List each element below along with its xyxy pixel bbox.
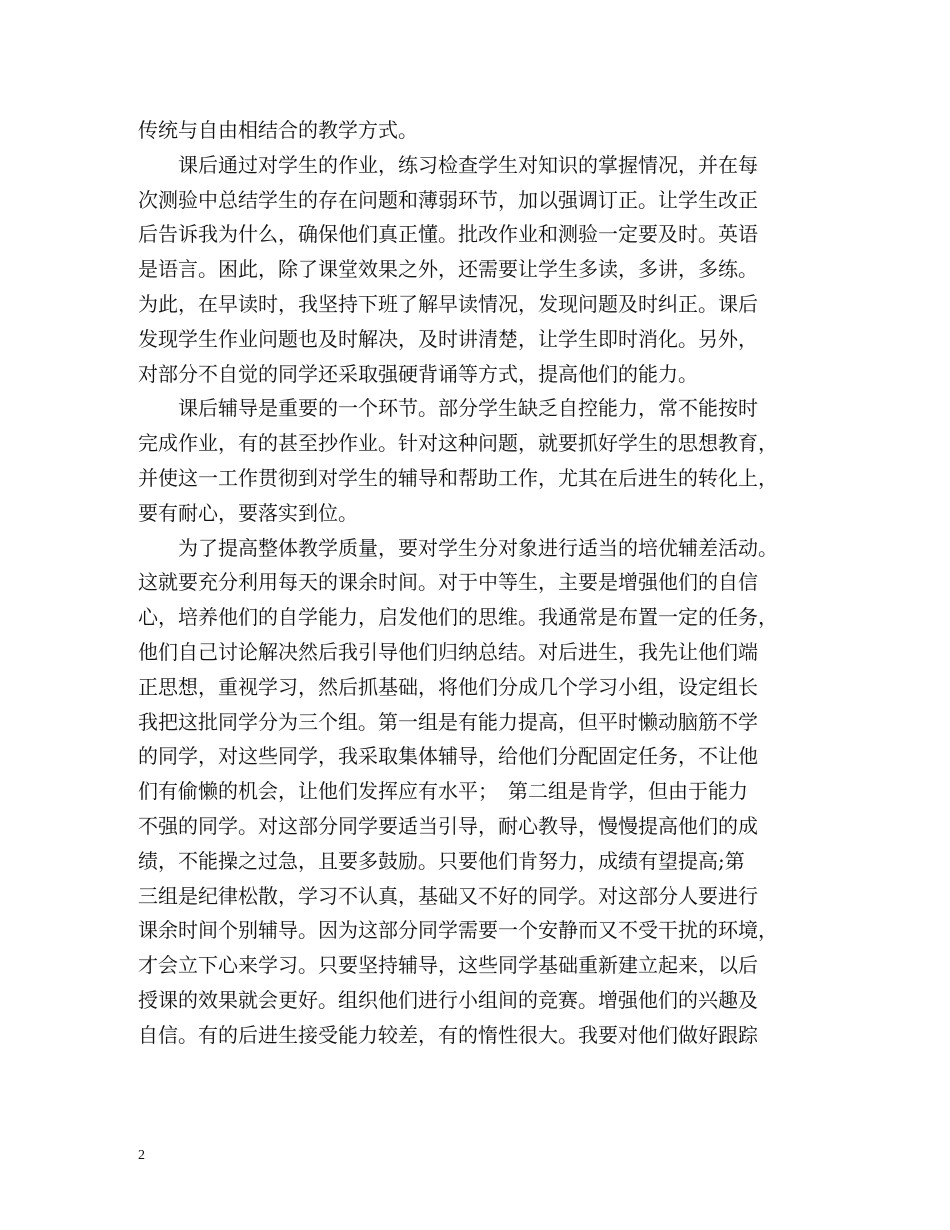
text-line: 他们自己讨论解决然后我引导他们归纳总结。对后进生，我先让他们端 (138, 639, 758, 664)
text-line: 三组是纪律松散，学习不认真，基础又不好的同学。对这部分人要进行 (138, 883, 758, 908)
text-line: 授课的效果就会更好。组织他们进行小组间的竞赛。增强他们的兴趣及 (138, 987, 758, 1012)
text-line: 要有耐心，要落实到位。 (138, 500, 358, 525)
text-line: 完成作业，有的甚至抄作业。针对这种问题，就要抓好学生的思想教育， (138, 431, 778, 456)
text-line: 课余时间个别辅导。因为这部分同学需要一个安静而又不受干扰的环境， (138, 918, 778, 943)
text-line: 们有偷懒的机会，让他们发挥应有水平； 第二组是肯学，但由于能力 (138, 779, 748, 804)
text-line: 正思想，重视学习，然后抓基础，将他们分成几个学习小组，设定组长 (138, 674, 758, 699)
text-line: 发现学生作业问题也及时解决，及时讲清楚，让学生即时消化。另外， (138, 326, 758, 351)
text-line: 心，培养他们的自学能力，启发他们的思维。我通常是布置一定的任务， (138, 605, 778, 630)
text-line: 后告诉我为什么，确保他们真正懂。批改作业和测验一定要及时。英语 (138, 222, 758, 247)
text-line: 次测验中总结学生的存在问题和薄弱环节，加以强调订正。让学生改正 (138, 187, 758, 212)
body-text (138, 113, 838, 1053)
text-line: 对部分不自觉的同学还采取强硬背诵等方式，提高他们的能力。 (138, 361, 698, 386)
text-line: 的同学，对这些同学，我采取集体辅导，给他们分配固定任务，不让他 (138, 744, 758, 769)
text-line: 并使这一工作贯彻到对学生的辅导和帮助工作，尤其在后进生的转化上， (138, 465, 778, 490)
text-line: 才会立下心来学习。只要坚持辅导，这些同学基础重新建立起来，以后 (138, 953, 758, 978)
text-line: 为此，在早读时，我坚持下班了解早读情况，发现问题及时纠正。课后 (138, 291, 758, 316)
page-number: 2 (138, 1148, 145, 1163)
text-line: 这就要充分利用每天的课余时间。对于中等生，主要是增强他们的自信 (138, 570, 758, 595)
paragraph-first-line: 为了提高整体教学质量，要对学生分对象进行适当的培优辅差活动。 (178, 535, 778, 560)
text-line: 不强的同学。对这部分同学要适当引导，耐心教导，慢慢提高他们的成 (138, 813, 758, 838)
paragraph-first-line: 课后通过对学生的作业，练习检查学生对知识的掌握情况，并在每 (178, 152, 758, 177)
text-line: 是语言。困此，除了课堂效果之外，还需要让学生多读，多讲，多练。 (138, 257, 758, 282)
text-line: 绩，不能操之过急，且要多鼓励。只要他们肯努力，成绩有望提高;第 (138, 848, 745, 873)
paragraph-first-line: 课后辅导是重要的一个环节。部分学生缺乏自控能力，常不能按时 (178, 396, 758, 421)
text-line: 传统与自由相结合的教学方式。 (138, 118, 418, 142)
text-line: 自信。有的后进生接受能力较差，有的惰性很大。我要对他们做好跟踪 (138, 1022, 758, 1047)
text-line: 我把这批同学分为三个组。第一组是有能力提高，但平时懒动脑筋不学 (138, 709, 758, 734)
